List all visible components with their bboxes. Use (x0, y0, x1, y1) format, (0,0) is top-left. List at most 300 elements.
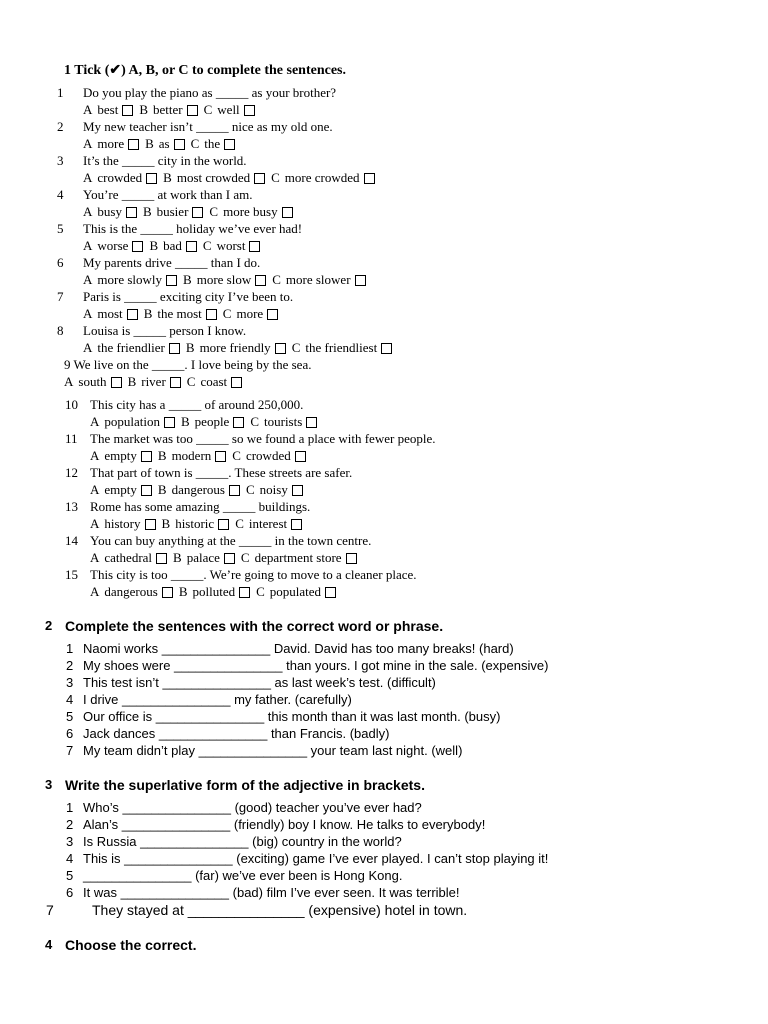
option-text: polluted (192, 584, 236, 599)
sentence-end: than yours. I got mine in the sale. (expensive) (282, 658, 549, 673)
tick-checkbox[interactable] (292, 485, 303, 496)
tick-checkbox[interactable] (126, 207, 137, 218)
question-text: This is the _____ holiday we’ve ever had! (83, 221, 303, 236)
question-text: Do you play the piano as _____ as your brother? (83, 85, 337, 100)
option-text: more slow (196, 272, 252, 287)
answer-option (83, 238, 149, 254)
sentence-end: (expensive) hotel in town. (304, 902, 468, 918)
option-letter: B (142, 204, 152, 219)
question-number: 5 (57, 221, 64, 236)
answer-option (143, 204, 209, 220)
tick-checkbox[interactable] (282, 207, 293, 218)
option-letter: C (240, 550, 250, 565)
option-text: noisy (259, 482, 288, 497)
question-number: 12 (65, 465, 78, 480)
section3-title: Write the superlative form of the adjective in brackets. (65, 777, 425, 793)
answer-blank[interactable]: _______________ (124, 851, 233, 866)
option-letter: C (186, 374, 196, 389)
question-text: That part of town is _____. These streets are safer. (90, 465, 353, 480)
sentence-end: (good) teacher you’ve ever had? (230, 800, 422, 815)
tick-checkbox[interactable] (346, 553, 357, 564)
sentence-line (83, 675, 436, 690)
option-text: interest (248, 516, 288, 531)
option-letter: A (83, 136, 93, 151)
question-text: 9 We live on the _____. I love being by the sea. (64, 357, 312, 372)
sentence-number: 2 (66, 658, 74, 673)
option-text: dangerous (104, 584, 158, 599)
answer-option (250, 414, 323, 430)
tick-checkbox[interactable] (170, 377, 181, 388)
tick-checkbox[interactable] (192, 207, 203, 218)
section4-title: Choose the correct. (65, 937, 197, 953)
option-letter: C (232, 448, 241, 463)
section3-number: 3 (45, 777, 53, 792)
tick-checkbox[interactable] (166, 275, 177, 286)
option-text: best (97, 102, 119, 117)
option-text: better (153, 102, 183, 117)
question-text: My parents drive _____ than I do. (83, 255, 261, 270)
answer-option (90, 584, 179, 600)
answer-option (187, 374, 248, 390)
tick-checkbox[interactable] (206, 309, 217, 320)
option-letter: C (256, 584, 265, 599)
answer-blank[interactable]: _______________ (140, 834, 249, 849)
sentence-number: 6 (66, 885, 74, 900)
tick-checkbox[interactable] (122, 105, 133, 116)
question-text: Louisa is _____ person I know. (83, 323, 247, 338)
option-text: crowded (97, 170, 143, 185)
option-text: more slowly (97, 272, 163, 287)
option-text: department store (254, 550, 342, 565)
option-text: as (158, 136, 170, 151)
sentence-line (83, 851, 548, 866)
answer-blank[interactable]: _______________ (187, 902, 305, 918)
answer-blank[interactable]: _______________ (83, 868, 192, 883)
sentence-number: 2 (66, 817, 74, 832)
answer-option (256, 584, 342, 600)
answer-options (83, 340, 398, 356)
answer-options (90, 414, 323, 430)
answer-options (90, 448, 312, 464)
sentence-number: 6 (66, 726, 74, 741)
answer-options (90, 516, 308, 532)
option-text: most (97, 306, 123, 321)
sentence-end: as last week’s test. (difficult) (270, 675, 436, 690)
question-number: 6 (57, 255, 64, 270)
answer-blank[interactable]: _______________ (121, 817, 231, 832)
sentence-number: 1 (66, 800, 74, 815)
sentence-start: This test isn’t (83, 675, 163, 690)
sentence-number: 4 (66, 851, 74, 866)
option-letter: B (149, 238, 159, 253)
answer-blank[interactable]: _______________ (122, 692, 231, 707)
sentence-start: Alan’s (83, 817, 122, 832)
answer-options (64, 374, 248, 390)
sentence-line (83, 692, 352, 707)
option-letter: B (161, 516, 171, 531)
tick-checkbox[interactable] (255, 275, 266, 286)
sentence-start: Our office is (83, 709, 156, 724)
sentence-start: My team didn’t play (83, 743, 199, 758)
answer-option (235, 516, 308, 532)
sentence-line (83, 800, 422, 815)
question-text: Rome has some amazing _____ buildings. (90, 499, 311, 514)
answer-options (83, 204, 299, 220)
question-text: The market was too _____ so we found a place with fewer people. (90, 431, 436, 446)
answer-options (83, 238, 266, 254)
tick-checkbox[interactable] (364, 173, 375, 184)
tick-checkbox[interactable] (169, 343, 180, 354)
tick-checkbox[interactable] (164, 417, 175, 428)
answer-blank[interactable]: _______________ (174, 658, 283, 673)
answer-option (83, 136, 145, 152)
sentence-line (83, 709, 500, 724)
option-letter: B (145, 136, 154, 151)
answer-option (209, 204, 298, 220)
option-text: dangerous (171, 482, 225, 497)
question-number: 4 (57, 187, 64, 202)
option-letter: B (157, 482, 167, 497)
option-text: historic (175, 516, 215, 531)
answer-option (181, 414, 250, 430)
sentence-end: your team last night. (well) (307, 743, 463, 758)
section2-title: Complete the sentences with the correct word or phrase. (65, 618, 444, 634)
option-text: bad (163, 238, 182, 253)
sentence-start: Who’s (83, 800, 123, 815)
answer-blank[interactable]: _______________ (158, 726, 268, 741)
answer-option (128, 374, 187, 390)
answer-option (83, 102, 139, 118)
tick-checkbox[interactable] (162, 587, 173, 598)
option-text: the friendliest (305, 340, 378, 355)
answer-option (83, 204, 143, 220)
option-text: cathedral (104, 550, 153, 565)
answer-option (246, 482, 309, 498)
answer-option (90, 550, 173, 566)
sentence-line (83, 658, 548, 673)
question-text: This city has a _____ of around 250,000. (90, 397, 304, 412)
question-text: This city is too _____. We’re going to move to a cleaner place. (90, 567, 417, 582)
answer-blank[interactable]: _______________ (162, 675, 271, 690)
option-letter: B (173, 550, 182, 565)
question-text: My new teacher isn’t _____ nice as my old one. (83, 119, 333, 134)
tick-checkbox[interactable] (306, 417, 317, 428)
tick-checkbox[interactable] (146, 173, 157, 184)
option-letter: A (83, 170, 93, 185)
answer-option (162, 516, 236, 532)
tick-checkbox[interactable] (239, 587, 250, 598)
option-text: empty (104, 482, 137, 497)
tick-checkbox[interactable] (229, 485, 240, 496)
option-text: south (78, 374, 107, 389)
sentence-line (83, 868, 402, 883)
tick-checkbox[interactable] (145, 519, 156, 530)
option-text: busy (97, 204, 122, 219)
option-text: more busy (223, 204, 278, 219)
option-letter: B (143, 306, 153, 321)
option-letter: C (202, 238, 212, 253)
section2-number: 2 (45, 618, 53, 633)
option-letter: A (64, 374, 74, 389)
tick-checkbox[interactable] (111, 377, 122, 388)
option-text: worst (216, 238, 246, 253)
tick-checkbox[interactable] (215, 451, 226, 462)
answer-option (163, 170, 271, 186)
answer-option (83, 340, 186, 356)
sentence-number: 4 (66, 692, 74, 707)
section1-title: 1 Tick (✔) A, B, or C to complete the sentences. (64, 63, 346, 78)
answer-option (90, 516, 162, 532)
option-letter: A (83, 204, 93, 219)
question-number: 13 (65, 499, 78, 514)
answer-option (203, 238, 267, 254)
option-text: river (141, 374, 166, 389)
answer-option (83, 272, 183, 288)
tick-checkbox[interactable] (254, 173, 265, 184)
tick-checkbox[interactable] (275, 343, 286, 354)
sentence-line (92, 902, 467, 918)
sentence-number: 7 (66, 743, 74, 758)
tick-checkbox[interactable] (231, 377, 242, 388)
answer-options (83, 306, 284, 322)
option-letter: A (90, 448, 100, 463)
answer-options (90, 482, 309, 498)
sentence-start: This is (83, 851, 125, 866)
tick-checkbox[interactable] (381, 343, 392, 354)
option-letter: B (139, 102, 149, 117)
option-text: modern (171, 448, 212, 463)
answer-option (241, 550, 363, 566)
answer-option (186, 340, 292, 356)
tick-checkbox[interactable] (249, 241, 260, 252)
answer-option (144, 306, 223, 322)
option-letter: A (90, 550, 100, 565)
answer-blank[interactable]: _______________ (120, 885, 230, 900)
sentence-start: It was (83, 885, 121, 900)
option-letter: B (183, 272, 192, 287)
answer-option (173, 550, 241, 566)
tick-checkbox[interactable] (224, 139, 235, 150)
answer-options (83, 272, 372, 288)
tick-checkbox[interactable] (325, 587, 336, 598)
option-letter: A (83, 272, 93, 287)
sentence-number: 5 (66, 868, 74, 883)
option-letter: C (272, 272, 281, 287)
sentence-end: this month than it was last month. (busy) (264, 709, 501, 724)
option-letter: A (90, 516, 100, 531)
sentence-end: (big) country in the world? (248, 834, 402, 849)
question-text: You’re _____ at work than I am. (83, 187, 253, 202)
option-text: coast (200, 374, 228, 389)
option-text: tourists (264, 414, 303, 429)
question-number: 3 (57, 153, 64, 168)
sentence-number: 3 (66, 834, 74, 849)
answer-option (149, 238, 202, 254)
option-text: most crowded (176, 170, 251, 185)
answer-option (292, 340, 399, 356)
option-text: well (217, 102, 240, 117)
tick-checkbox[interactable] (355, 275, 366, 286)
option-text: the most (157, 306, 202, 321)
option-text: the (204, 136, 221, 151)
sentence-end: (far) we’ve ever been is Hong Kong. (191, 868, 403, 883)
option-text: palace (186, 550, 220, 565)
tick-checkbox[interactable] (224, 553, 235, 564)
question-number: 15 (65, 567, 78, 582)
option-letter: C (235, 516, 244, 531)
answer-blank[interactable]: _______________ (155, 709, 265, 724)
answer-option (272, 272, 371, 288)
sentence-end: (bad) film I’ve ever seen. It was terrible! (229, 885, 460, 900)
tick-checkbox[interactable] (218, 519, 229, 530)
option-letter: A (90, 414, 100, 429)
sentence-end: (exciting) game I’ve ever played. I can’t stop playing it! (232, 851, 549, 866)
option-letter: B (163, 170, 172, 185)
option-text: population (104, 414, 160, 429)
section4-number: 4 (45, 937, 53, 952)
question-text: Paris is _____ exciting city I’ve been to. (83, 289, 294, 304)
sentence-line (83, 743, 462, 758)
sentence-start: They stayed at (92, 902, 188, 918)
sentence-start: My shoes were (83, 658, 175, 673)
option-text: more (236, 306, 264, 321)
question-number: 10 (65, 397, 78, 412)
tick-checkbox[interactable] (132, 241, 143, 252)
answer-option (64, 374, 128, 390)
answer-option (232, 448, 311, 464)
sentence-end: (friendly) boy I know. He talks to everybody! (230, 817, 486, 832)
question-text: You can buy anything at the _____ in the town centre. (90, 533, 372, 548)
answer-options (83, 170, 381, 186)
option-letter: C (222, 306, 232, 321)
option-text: more crowded (284, 170, 360, 185)
tick-checkbox[interactable] (187, 105, 198, 116)
answer-option (204, 102, 261, 118)
option-text: worse (97, 238, 129, 253)
tick-checkbox[interactable] (186, 241, 197, 252)
option-letter: C (203, 102, 213, 117)
tick-checkbox[interactable] (233, 417, 244, 428)
option-letter: C (209, 204, 219, 219)
sentence-start: Jack dances (83, 726, 159, 741)
sentence-start: Is Russia (83, 834, 141, 849)
sentence-number: 3 (66, 675, 74, 690)
sentence-line (83, 726, 389, 741)
answer-option (179, 584, 256, 600)
tick-checkbox[interactable] (295, 451, 306, 462)
option-text: populated (269, 584, 322, 599)
sentence-line (83, 885, 460, 900)
option-text: crowded (245, 448, 291, 463)
tick-checkbox[interactable] (127, 309, 138, 320)
answer-blank[interactable]: _______________ (122, 800, 231, 815)
option-letter: C (190, 136, 200, 151)
answer-option (83, 306, 144, 322)
option-letter: C (291, 340, 301, 355)
option-letter: B (178, 584, 188, 599)
answer-option (223, 306, 284, 322)
answer-blank[interactable]: _______________ (161, 641, 271, 656)
tick-checkbox[interactable] (128, 139, 139, 150)
option-letter: B (127, 374, 137, 389)
option-text: empty (104, 448, 137, 463)
question-number: 2 (57, 119, 64, 134)
answer-option (90, 414, 181, 430)
option-text: history (104, 516, 141, 531)
option-letter: B (185, 340, 195, 355)
question-number: 11 (65, 431, 78, 446)
question-number: 8 (57, 323, 64, 338)
sentence-number: 7 (46, 902, 54, 918)
answer-options (83, 102, 261, 118)
tick-checkbox[interactable] (156, 553, 167, 564)
option-letter: A (83, 238, 93, 253)
tick-checkbox[interactable] (141, 485, 152, 496)
option-text: more (97, 136, 125, 151)
option-letter: A (83, 306, 93, 321)
answer-option (271, 170, 380, 186)
option-letter: C (271, 170, 280, 185)
sentence-number: 5 (66, 709, 74, 724)
answer-options (83, 136, 241, 152)
sentence-start: Naomi works (83, 641, 162, 656)
option-letter: B (181, 414, 190, 429)
answer-option (158, 448, 232, 464)
option-letter: A (90, 584, 100, 599)
answer-option (83, 170, 163, 186)
tick-checkbox[interactable] (291, 519, 302, 530)
tick-checkbox[interactable] (244, 105, 255, 116)
option-letter: B (157, 448, 167, 463)
answer-options (90, 584, 342, 600)
option-letter: A (83, 340, 93, 355)
question-number: 14 (65, 533, 78, 548)
tick-checkbox[interactable] (267, 309, 278, 320)
option-letter: A (83, 102, 93, 117)
option-text: more slower (285, 272, 351, 287)
question-number: 7 (57, 289, 64, 304)
answer-blank[interactable]: _______________ (198, 743, 308, 758)
tick-checkbox[interactable] (141, 451, 152, 462)
option-text: the friendlier (97, 340, 165, 355)
sentence-line (83, 834, 402, 849)
sentence-line (83, 817, 485, 832)
option-text: more friendly (199, 340, 271, 355)
option-letter: C (246, 482, 255, 497)
answer-option (191, 136, 242, 152)
sentence-end: David. David has too many breaks! (hard) (270, 641, 514, 656)
answer-option (183, 272, 272, 288)
answer-option (139, 102, 203, 118)
option-text: busier (156, 204, 189, 219)
sentence-end: than Francis. (badly) (267, 726, 390, 741)
sentence-line (83, 641, 514, 656)
answer-options (90, 550, 363, 566)
option-letter: C (250, 414, 259, 429)
sentence-number: 1 (66, 641, 74, 656)
question-text: It’s the _____ city in the world. (83, 153, 247, 168)
answer-option (145, 136, 191, 152)
answer-option (158, 482, 246, 498)
sentence-start: I drive (83, 692, 123, 707)
tick-checkbox[interactable] (174, 139, 185, 150)
question-number: 1 (57, 85, 64, 100)
answer-option (90, 482, 158, 498)
answer-option (90, 448, 158, 464)
sentence-end: my father. (carefully) (230, 692, 352, 707)
option-letter: A (90, 482, 100, 497)
option-text: people (194, 414, 230, 429)
